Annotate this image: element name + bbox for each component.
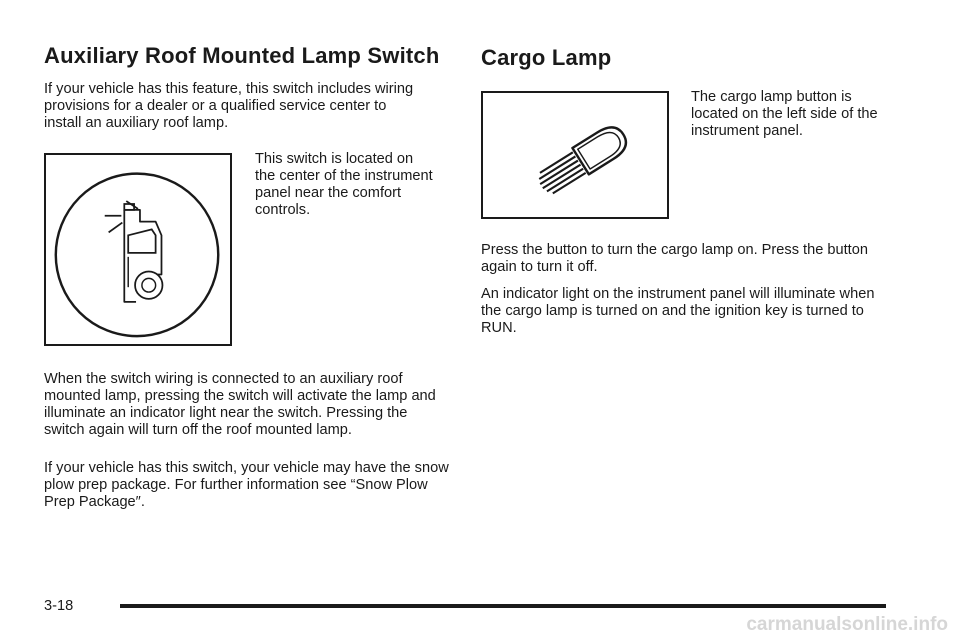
roof-lamp-switch-figure (44, 153, 232, 346)
auxiliary-body-paragraph-1: When the switch wiring is connected to an auxiliary roof mounted lamp, pressing the switch will activate the lamp and illuminate an indicator light near the switch. Pressing the switch again will turn off the roof mounted lamp. (44, 371, 436, 438)
cargo-body-paragraph-2: An indicator light on the instrument panel will illuminate when the cargo lamp is turned on and the ignition key is turned to RUN. (481, 286, 875, 336)
page-number: 3-18 (44, 598, 74, 614)
section-title-cargo-lamp: Cargo Lamp (481, 45, 612, 70)
footer-rule (120, 604, 886, 608)
cargo-lamp-icon (483, 93, 667, 217)
cargo-lamp-location-caption: The cargo lamp button is located on the left side of the instrument panel. (691, 89, 878, 139)
cargo-body-paragraph-1: Press the button to turn the cargo lamp on. Press the button again to turn it off. (481, 242, 868, 275)
section-title-auxiliary-roof-lamp: Auxiliary Roof Mounted Lamp Switch (44, 43, 440, 68)
auxiliary-intro-paragraph: If your vehicle has this feature, this switch includes wiring provisions for a dealer or a qualified service center to install an auxiliary roof lamp. (44, 81, 414, 131)
auxiliary-body-paragraph-2: If your vehicle has this switch, your vehicle may have the snow plow prep package. For further information see “Snow Plow Prep Package″. (44, 460, 449, 510)
cargo-lamp-figure (481, 91, 669, 219)
roof-lamp-switch-icon (46, 155, 230, 344)
watermark: carmanualsonline.info (746, 614, 948, 635)
roof-lamp-switch-location-caption: This switch is located on the center of the instrument panel near the comfort controls. (255, 151, 433, 218)
